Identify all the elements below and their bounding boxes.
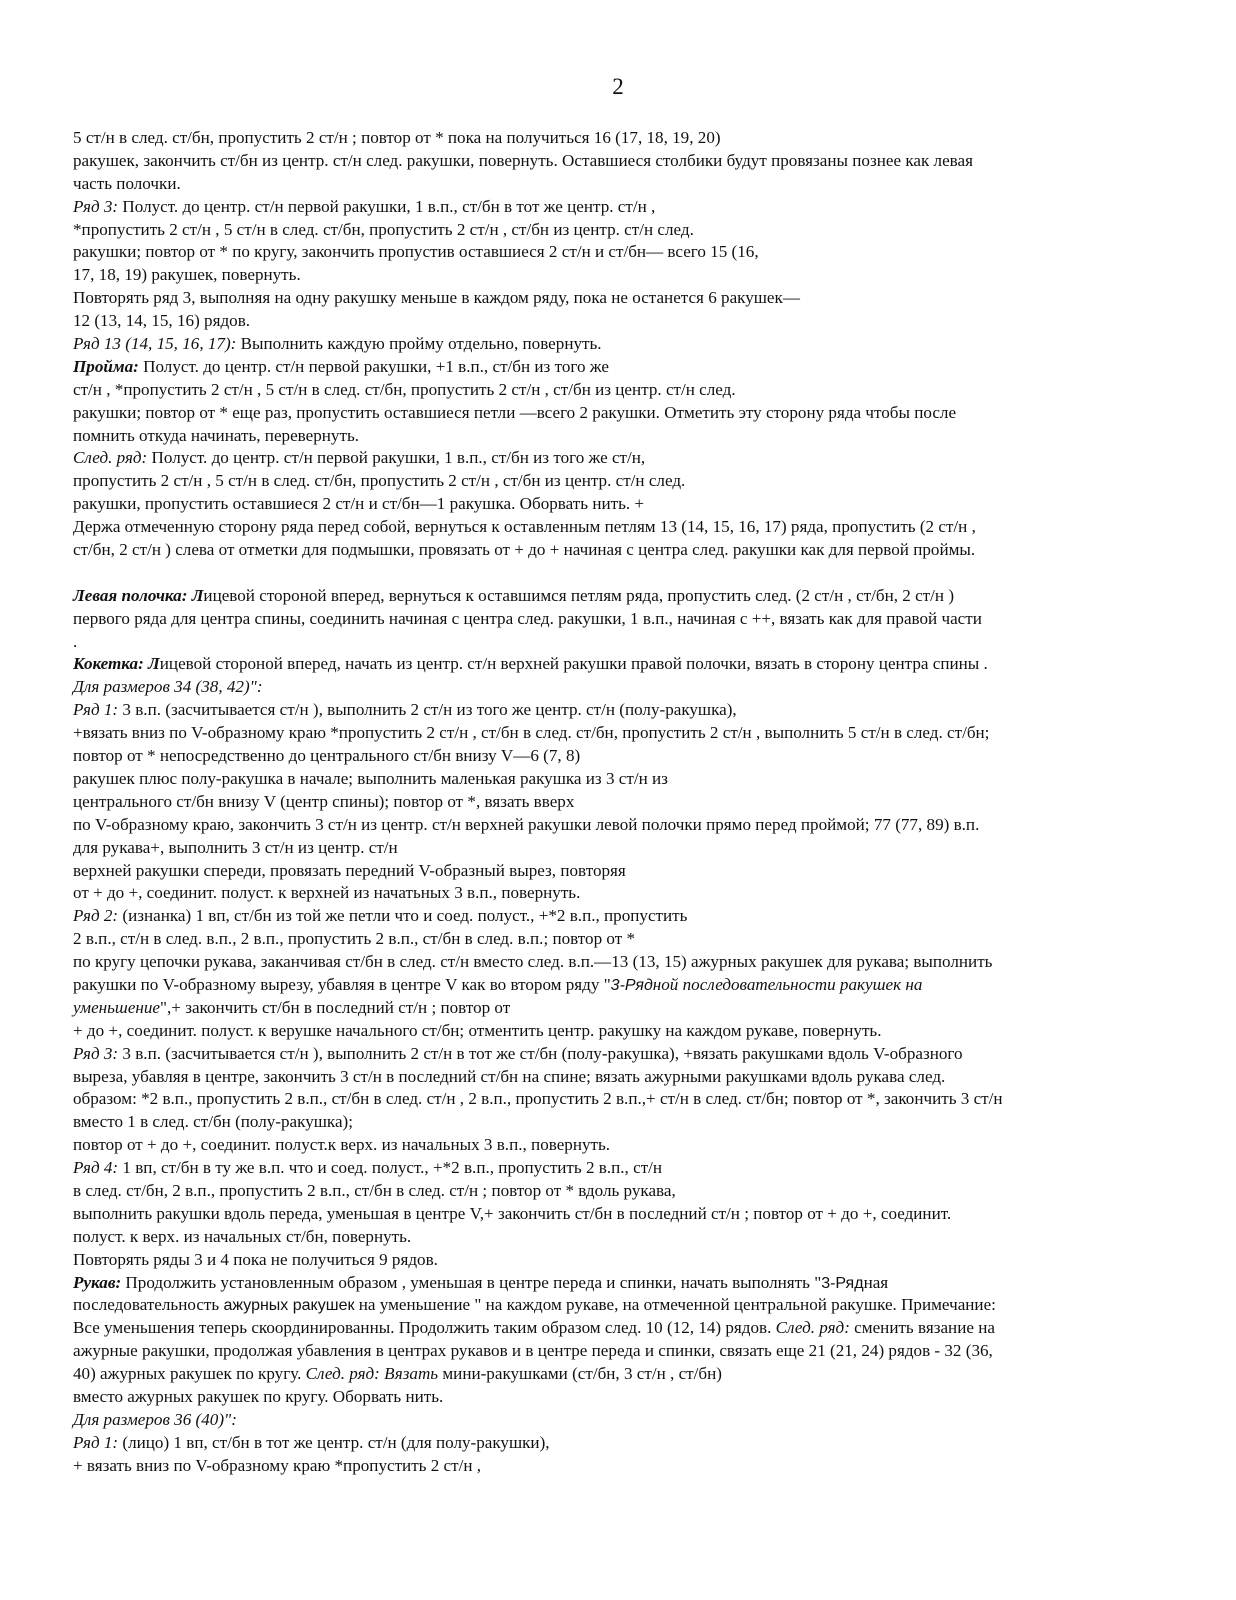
text-line xyxy=(73,1249,1173,1272)
text-run: Полуст. до центр. ст/н первой ракушки, 1 в.п., ст/бн из того же ст/н, xyxy=(147,448,646,468)
text-run: образом: *2 в.п., пропустить 2 в.п., ст/бн в след. ст/н , 2 в.п., пропустить 2 в.п.,+ ст/н в след. ст/бн; повтор от *, закончить 3 ст/н xyxy=(73,1089,1003,1109)
text-run: 2 в.п., ст/н в след. в.п., 2 в.п., пропустить 2 в.п., ст/бн в след. в.п.; повтор от * xyxy=(73,929,636,949)
text-run: 17, 18, 19) ракушек, повернуть. xyxy=(73,265,301,285)
text-line xyxy=(73,196,1173,219)
text-run: на уменьшение " на каждом рукаве, на отмеченной центральной ракушке. Примечание: xyxy=(354,1295,996,1315)
text-line xyxy=(73,1088,1173,1111)
text-line xyxy=(73,1455,1173,1478)
text-run: последовательность xyxy=(73,1295,224,1315)
text-run: + вязать вниз по V-образному краю *пропустить 2 ст/н , xyxy=(73,1455,482,1475)
text-line xyxy=(73,974,1173,997)
text-line xyxy=(73,699,1173,722)
text-run: 3 в.п. (засчитывается ст/н ), выполнить 2 ст/н из того же центр. ст/н (полу-ракушка), xyxy=(118,700,737,720)
text-line xyxy=(73,860,1173,883)
text-run: центрального ст/бн внизу V (центр спины); повтор от *, вязать вверх xyxy=(73,791,575,811)
text-run: 12 (13, 14, 15, 16) рядов. xyxy=(73,311,251,331)
text-line xyxy=(73,905,1173,928)
text-line xyxy=(73,1363,1173,1386)
text-run: повтор от * непосредственно до центрального ст/бн внизу V—6 (7, 8) xyxy=(73,746,581,766)
text-line xyxy=(73,1111,1173,1134)
text-line xyxy=(73,1294,1173,1317)
text-run: выполнить ракушки вдоль переда, уменьшая в центре V,+ закончить ст/бн в последний ст/н ; повтор от + до +, соединит. xyxy=(73,1203,952,1223)
text-line xyxy=(73,1226,1173,1249)
text-run: 3 в.п. (засчитывается ст/н ), выполнить 2 ст/н в тот же ст/бн (полу-ракушка), +вязать ракушками вдоль V-образного xyxy=(118,1043,963,1063)
text-line xyxy=(73,356,1173,379)
text-line xyxy=(73,1386,1173,1409)
italic-label: След. ряд: Вязать xyxy=(305,1364,439,1384)
text-run: ",+ закончить ст/бн в последний ст/н ; повтор от xyxy=(160,997,511,1017)
text-line xyxy=(73,882,1173,905)
text-run: вместо 1 в след. ст/бн (полу-ракушка); xyxy=(73,1112,353,1132)
text-line xyxy=(73,631,1173,654)
text-line xyxy=(73,287,1173,310)
text-run: ракушки, пропустить оставшиеся 2 ст/н и ст/бн—1 ракушка. Оборвать нить. + xyxy=(73,494,645,514)
italic-label: Ряд 1: xyxy=(73,700,119,720)
text-run: . xyxy=(73,631,78,651)
text-run: 5 ст/н в след. ст/бн, пропустить 2 ст/н ; повтор от * пока на получиться 16 (17, 18, 19, 20) xyxy=(73,128,721,147)
inline-term: 3-Ряд xyxy=(610,976,653,994)
text-run: полуст. к верх. из начальных ст/бн, повернуть. xyxy=(73,1226,412,1246)
text-run: ажурные ракушки, продолжая убавления в центрах рукавов и в центре переда и спинки, связать еще 21 (21, 24) рядов - 32 (36, xyxy=(73,1341,993,1361)
italic-label: Для размеров 34 (38, 42)": xyxy=(73,677,263,697)
text-line xyxy=(73,608,1173,631)
text-line xyxy=(73,1432,1173,1455)
text-run: в след. ст/бн, 2 в.п., пропустить 2 в.п., ст/бн в след. ст/н ; повтор от * вдоль рукава, xyxy=(73,1180,676,1200)
text-run: ицевой стороной вперед, вернуться к оставшимся петлям ряда, пропустить след. (2 ст/н , ст/бн, 2 ст/н ) xyxy=(203,585,955,605)
text-run: ракушек, закончить ст/бн из центр. ст/н след. ракушки, повернуть. Оставшиеся столбики будут провязаны познее как левая xyxy=(73,150,973,170)
italic-label: уменьшение xyxy=(73,997,161,1017)
text-line xyxy=(73,722,1173,745)
text-run: ицевой стороной вперед, начать из центр. ст/н верхней ракушки правой полочки, вязать в сторону центра спины . xyxy=(159,654,988,674)
text-run: +вязать вниз по V-образному краю *пропустить 2 ст/н , ст/бн в след. ст/бн, пропустить 2 ст/н , выполнить 5 ст/н в след. ст/бн; xyxy=(73,723,990,743)
text-line xyxy=(73,997,1173,1020)
text-run: Повторять ряд 3, выполняя на одну ракушку меньше в каждом ряду, пока не останется 6 ракушек— xyxy=(73,288,800,308)
text-run: Все уменьшения теперь скоординированны. Продолжить таким образом след. 10 (12, 14) рядов. xyxy=(73,1318,776,1338)
text-line xyxy=(73,402,1173,425)
text-run: от + до +, соединит. полуст. к верхней из начатьных 3 в.п., повернуть. xyxy=(73,883,581,903)
text-line xyxy=(73,150,1173,173)
text-line xyxy=(73,333,1173,356)
text-line xyxy=(73,264,1173,287)
text-line xyxy=(73,1340,1173,1363)
text-run: для рукава+, выполнить 3 ст/н из центр. ст/н xyxy=(73,837,398,857)
text-line xyxy=(73,837,1173,860)
text-line xyxy=(73,1272,1173,1295)
text-run: вместо ажурных ракушек по кругу. Оборвать нить. xyxy=(73,1386,444,1406)
italic-label: Ряд 13 (14, 15, 16, 17): xyxy=(73,334,237,354)
section-heading: Левая полочка: Л xyxy=(73,585,204,605)
text-line xyxy=(73,219,1173,242)
text-line xyxy=(73,745,1173,768)
text-line xyxy=(73,493,1173,516)
text-run: (лицо) 1 вп, ст/бн в тот же центр. ст/н (для полу-ракушки), xyxy=(118,1432,550,1452)
italic-label: Ряд 3: xyxy=(73,196,119,216)
text-run: Продолжить установленным образом , уменьшая в центре переда и спинки, начать выполнять " xyxy=(121,1272,822,1292)
document-body xyxy=(73,127,1173,1478)
text-line xyxy=(73,791,1173,814)
section-heading: Кокетка: Л xyxy=(73,654,160,674)
text-line xyxy=(73,1020,1173,1043)
text-line xyxy=(73,1157,1173,1180)
italic-label: ной последовательности ракушек на xyxy=(652,974,923,994)
italic-label: Ряд 3: xyxy=(73,1043,119,1063)
text-run: верхней ракушки спереди, провязать передний V-образный вырез, повторяя xyxy=(73,860,626,880)
italic-label: След. ряд: xyxy=(73,448,148,468)
text-line xyxy=(73,1066,1173,1089)
page-number: 2 xyxy=(612,74,624,99)
text-line xyxy=(73,379,1173,402)
text-line xyxy=(73,1317,1173,1340)
text-line xyxy=(73,310,1173,333)
italic-label: След. ряд: xyxy=(775,1318,850,1338)
text-line xyxy=(73,676,1173,699)
section-heading: Пройма: xyxy=(73,356,139,376)
italic-label: Ряд 1: xyxy=(73,1432,119,1452)
text-run: ракушки по V-образному вырезу, убавляя в центре V как во втором ряду " xyxy=(73,974,611,994)
text-run: (изнанка) 1 вп, ст/бн из той же петли что и соед. полуст., +*2 в.п., пропустить xyxy=(118,906,688,926)
text-run: часть полочки. xyxy=(73,173,181,193)
text-line xyxy=(73,425,1173,448)
text-line xyxy=(73,470,1173,493)
text-run: повтор от + до +, соединит. полуст.к верх. из начальных 3 в.п., повернуть. xyxy=(73,1135,611,1155)
text-run: ракушки; повтор от * по кругу, закончить пропустив оставшиеся 2 ст/н и ст/бн— всего 15 (16, xyxy=(73,242,759,262)
text-run: ракушки; повтор от * еще раз, пропустить оставшиеся петли —всего 2 ракушки. Отметить эту сторону ряда чтобы после xyxy=(73,402,957,422)
text-line xyxy=(73,951,1173,974)
text-run: ракушек плюс полу-ракушка в начале; выполнить маленькая ракушка из 3 ст/н из xyxy=(73,768,668,788)
text-line xyxy=(73,1203,1173,1226)
text-line xyxy=(73,814,1173,837)
italic-label: Ряд 2: xyxy=(73,906,119,926)
text-run: Держа отмеченную сторону ряда перед собой, вернуться к оставленным петлям 13 (14, 15, 16, 17) ряда, пропустить (2 ст/н , xyxy=(73,517,976,537)
text-line xyxy=(73,1043,1173,1066)
text-run: ная xyxy=(863,1272,889,1292)
inline-term: 3-Ряд xyxy=(821,1274,864,1292)
text-line xyxy=(73,241,1173,264)
text-run: *пропустить 2 ст/н , 5 ст/н в след. ст/бн, пропустить 2 ст/н , ст/бн из центр. ст/н след. xyxy=(73,219,694,239)
text-line xyxy=(73,1180,1173,1203)
text-line xyxy=(73,539,1173,562)
text-line xyxy=(73,516,1173,539)
text-run: Полуст. до центр. ст/н первой ракушки, +1 в.п., ст/бн из того же xyxy=(138,356,609,376)
text-run: Повторять ряды 3 и 4 пока не получиться 9 рядов. xyxy=(73,1249,438,1269)
text-run: первого ряда для центра спины, соединить начиная с центра след. ракушки, 1 в.п., начиная с ++, вязать как для правой части xyxy=(73,608,982,628)
text-line xyxy=(73,585,1173,608)
text-line xyxy=(73,447,1173,470)
text-run: по кругу цепочки рукава, заканчивая ст/бн в след. ст/н вместо след. в.п.—13 (13, 15) ажурных ракушек для рукава; выполнить xyxy=(73,952,993,972)
text-run: сменить вязание на xyxy=(849,1318,995,1338)
text-run: 40) ажурных ракушек по кругу. xyxy=(73,1364,306,1384)
text-line xyxy=(73,127,1173,150)
text-run: ст/бн, 2 ст/н ) слева от отметки для подмышки, провязать от + до + начиная с центра след. ракушки как для первой проймы. xyxy=(73,540,976,560)
text-run: выреза, убавляя в центре, закончить 3 ст/н в последний ст/бн на спине; вязать ажурными ракушками вдоль рукава след. xyxy=(73,1066,946,1086)
section-heading: Рукав: xyxy=(73,1272,122,1292)
text-run: по V-образному краю, закончить 3 ст/н из центр. ст/н верхней ракушки левой полочки прямо перед проймой; 77 (77, 89) в.п. xyxy=(73,814,980,834)
italic-label: Ряд 4: xyxy=(73,1158,119,1178)
text-run: Выполнить каждую пройму отдельно, повернуть. xyxy=(236,334,602,354)
text-run: 1 вп, ст/бн в ту же в.п. что и соед. полуст., +*2 в.п., пропустить 2 в.п., ст/н xyxy=(118,1158,663,1178)
text-run: помнить откуда начинать, перевернуть. xyxy=(73,425,360,445)
inline-term: ажурных ракушек xyxy=(223,1297,355,1315)
text-line xyxy=(73,1134,1173,1157)
text-run: ст/н , *пропустить 2 ст/н , 5 ст/н в след. ст/бн, пропустить 2 ст/н , ст/бн из центр. ст/н след. xyxy=(73,379,736,399)
text-run: + до +, соединит. полуст. к верушке начального ст/бн; отментить центр. ракушку на каждом рукаве, повернуть. xyxy=(73,1020,882,1040)
text-run: пропустить 2 ст/н , 5 ст/н в след. ст/бн, пропустить 2 ст/н , ст/бн из центр. ст/н след. xyxy=(73,471,686,491)
text-run: Полуст. до центр. ст/н первой ракушки, 1 в.п., ст/бн в тот же центр. ст/н , xyxy=(118,196,656,216)
text-line xyxy=(73,173,1173,196)
italic-label: Для размеров 36 (40)": xyxy=(73,1409,237,1429)
text-line xyxy=(73,928,1173,951)
text-run: мини-ракушками (ст/бн, 3 ст/н , ст/бн) xyxy=(438,1364,722,1384)
text-line xyxy=(73,653,1173,676)
text-line xyxy=(73,1409,1173,1432)
text-line xyxy=(73,768,1173,791)
text-line xyxy=(73,562,1173,585)
